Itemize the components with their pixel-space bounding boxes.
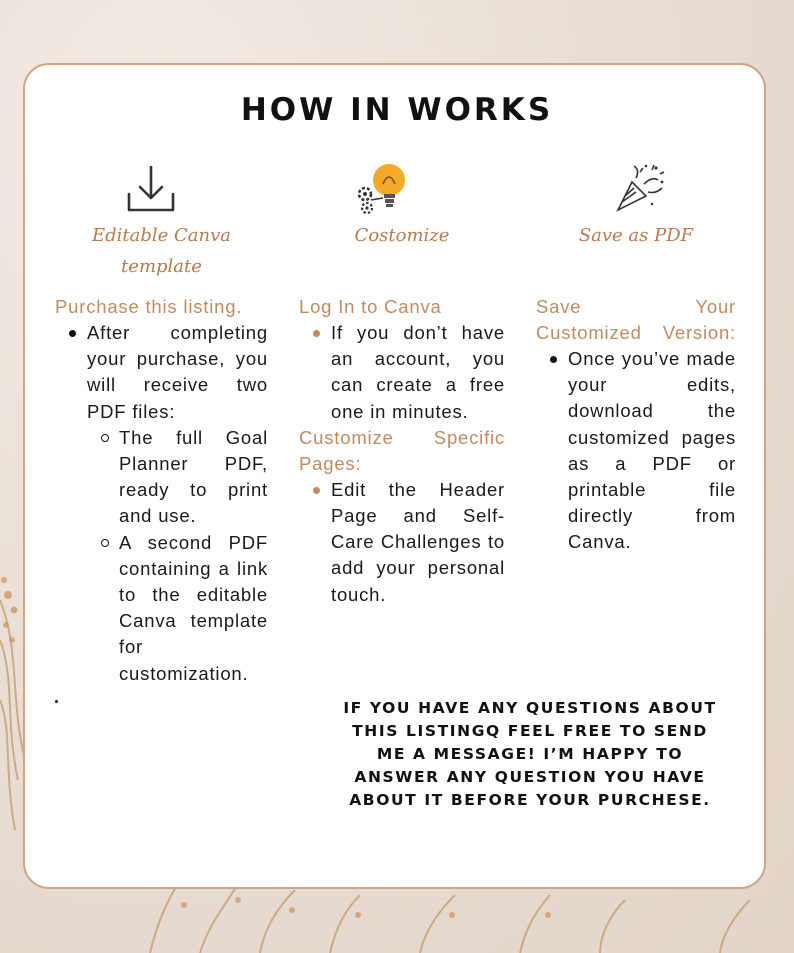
page-title: HOW IN WORKS <box>240 92 554 128</box>
list-item: The full Goal Planner PDF, ready to print and use. <box>87 425 268 530</box>
step-1-bullet: After completing your purchase, you will receive two PDF files: <box>87 322 268 422</box>
list-item: Once you’ve made your edits, download the customized pages as a PDF or printable file directly from Canva. <box>536 346 736 556</box>
stray-dot <box>55 700 58 703</box>
list-item: A second PDF containing a link to the editable Canva template for customization. <box>87 530 268 687</box>
step-3-label: Save as PDF <box>578 225 694 246</box>
step-1-icon-area <box>55 160 268 220</box>
step-1-label <box>55 220 268 282</box>
step-1-label-line2: template <box>121 256 202 277</box>
step-1-heading: Purchase this listing. <box>55 296 243 317</box>
step-2-icon-area <box>299 160 505 220</box>
step-1-sublist <box>87 425 268 687</box>
step-3-icon-area <box>536 160 736 220</box>
list-item: If you don’t have an account, you can create a free one in minutes. <box>299 320 505 425</box>
lightbulb-gears-icon <box>355 162 415 218</box>
step-column-3 <box>536 160 736 556</box>
questions-note: IF YOU HAVE ANY QUESTIONS ABOUT THIS LISTINGQ FEEL FREE TO SEND ME A MESSAGE! I’M HAPPY TO ANSWER ANY QUESTION YOU HAVE ABOUT IT BEFORE YOUR PURCHESE. <box>343 699 717 809</box>
step-column-2 <box>299 160 505 608</box>
step-2-heading: Log In to Canva <box>299 296 442 317</box>
step-column-1 <box>55 160 268 687</box>
step-2-list-2 <box>299 477 505 608</box>
step-2-label: Costomize <box>354 225 450 246</box>
step-2-heading-2: Customize Specific Pages: <box>299 426 505 474</box>
list-item <box>55 320 268 687</box>
party-popper-icon <box>612 162 668 216</box>
step-1-label-line1: Editable Canva <box>91 225 232 246</box>
step-2-list <box>299 320 505 425</box>
list-item: Edit the Header Page and Self-Care Challenges to add your personal touch. <box>299 477 505 608</box>
download-icon <box>125 164 177 216</box>
step-3-heading: Save Your Customized Version: <box>536 296 736 343</box>
step-3-list <box>536 346 736 556</box>
step-1-list <box>55 320 268 687</box>
